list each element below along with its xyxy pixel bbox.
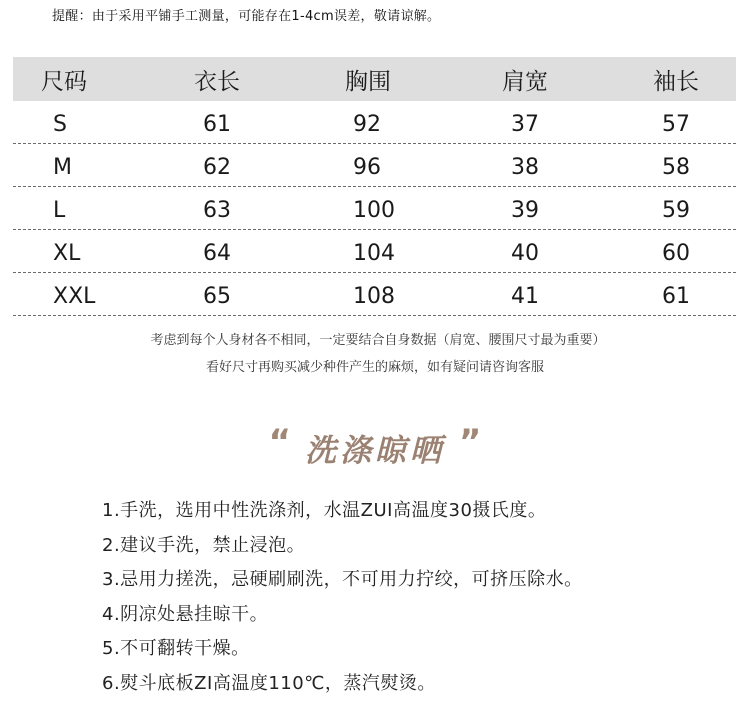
cell-sleeve: 57 [662,111,690,137]
cell-length: 61 [203,111,231,137]
size-advice-line-1: 考虑到每个人身材各不相同，一定要结合自身数据（肩宽、腰围尺寸最为重要） [150,333,606,348]
list-item: 1.手洗，选用中性洗涤剂，水温ZUI高温度30摄氏度。 [102,500,547,521]
open-quote-mark: “ [268,422,291,462]
wash-title-text: 洗涤晾晒 [305,432,445,469]
header-sleeve: 袖长 [653,68,699,95]
cell-shoulder: 39 [511,197,539,223]
cell-size: XXL [53,283,96,309]
list-item: 4.阴凉处悬挂晾干。 [102,603,269,625]
cell-chest: 96 [353,154,381,180]
cell-shoulder: 40 [511,240,539,266]
header-chest: 胸围 [345,68,391,95]
size-advice-line-2: 看好尺寸再购买减少种件产生的麻烦，如有疑问请咨询客服 [205,360,544,375]
cell-sleeve: 59 [662,197,690,223]
table-row [13,187,736,230]
cell-sleeve: 58 [662,154,690,180]
measurement-notice: 提醒：由于采用平铺手工测量，可能存在1-4cm误差，敬请谅解。 [52,9,441,24]
cell-sleeve: 61 [662,283,690,309]
cell-length: 63 [203,197,231,223]
cell-sleeve: 60 [662,240,690,266]
table-row [13,144,736,187]
cell-chest: 108 [353,283,395,309]
list-item: 2.建议手洗，禁止浸泡。 [102,534,306,556]
header-length: 衣长 [194,68,240,95]
close-quote-mark: ” [459,422,482,462]
size-table-header [13,57,736,101]
cell-size: S [53,111,67,137]
table-row [13,230,736,273]
cell-size: XL [53,240,81,266]
list-item: 6.熨斗底板ZI高温度110℃，蒸汽熨烫。 [102,672,436,694]
cell-length: 65 [203,283,231,309]
cell-chest: 92 [353,111,381,137]
header-shoulder: 肩宽 [502,68,548,95]
wash-instructions-list [102,494,583,701]
table-row [13,101,736,144]
cell-length: 64 [203,240,231,266]
cell-chest: 100 [353,197,395,223]
wash-section-title [0,422,750,472]
cell-size: L [53,197,66,223]
size-chart-table [13,57,736,316]
cell-size: M [53,154,72,180]
cell-shoulder: 37 [511,111,539,137]
cell-chest: 104 [353,240,395,266]
list-item: 3.忌用力搓洗，忌硬刷刷洗，不可用力拧绞，可挤压除水。 [102,569,583,590]
cell-shoulder: 38 [511,154,539,180]
table-row [13,273,736,316]
cell-length: 62 [203,154,231,180]
cell-shoulder: 41 [511,283,539,309]
header-size: 尺码 [41,68,87,95]
list-item: 5.不可翻转干燥。 [102,638,250,659]
